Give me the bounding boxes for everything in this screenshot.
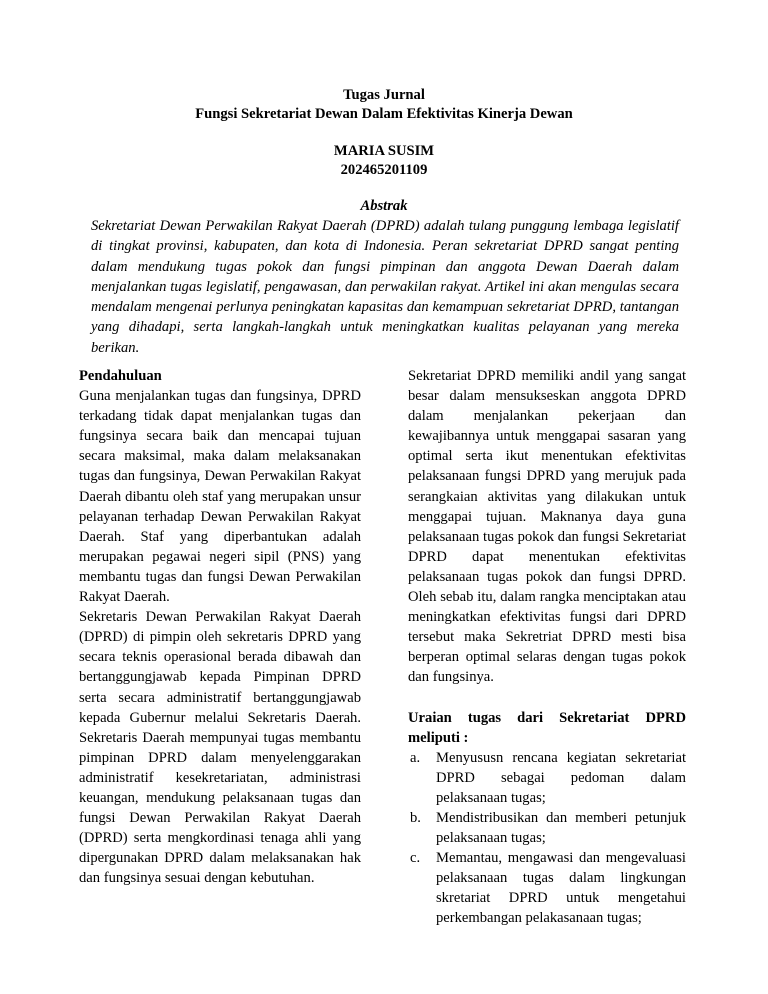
student-id: 202465201109 <box>340 162 428 178</box>
list-marker: c. <box>410 850 421 867</box>
list-item <box>408 848 686 928</box>
assignment-label: Tugas Jurnal <box>343 87 425 103</box>
left-column <box>79 366 361 888</box>
list-item-text: Memantau, mengawasi dan mengevaluasi pelaksanaan tugas dalam lingkungan skretariat DPRD untuk mengetahui perkembangan pelakasanaan tugas; <box>436 850 686 927</box>
list-item-text: Mendistribusikan dan memberi petunjuk pelaksanaan tugas; <box>436 809 686 847</box>
list-item <box>408 748 686 808</box>
task-list-heading: Uraian tugas dari Sekretariat DPRD meliputi : <box>408 709 686 746</box>
document-title-block <box>0 86 768 124</box>
list-item-text: Menyususn rencana kegiatan sekretariat DPRD sebagai pedoman dalam pelaksanaan tugas; <box>436 749 686 806</box>
abstract-text: Sekretariat Dewan Perwakilan Rakyat Daerah (DPRD) adalah tulang punggung lembaga legislatif di tingkat provinsi, kabupaten, dan kota di Indonesia. Peran sekretariat DPRD sangat penting dalam mendukung tugas pokok dan fungsi pimpinan dan anggota Dewan Daerah dalam menjalankan tugas legislatif, pengawasan, dan perwakilan rakyat. Artikel ini akan mengulas secara mendalam mengenai perlunya peningkatan kapasitas dan kemampuan sekretariat DPRD, tantangan yang dihadapi, serta langkah-langkah untuk meningkatkan kualitas pelayanan yang mereka berikan. <box>91 218 679 356</box>
section-heading-pendahuluan: Pendahuluan <box>79 368 162 384</box>
abstract-heading: Abstrak <box>360 198 408 214</box>
paragraph: Guna menjalankan tugas dan fungsinya, DPRD terkadang tidak dapat menjalankan tugas dan fungsinya secara baik dan mencapai tujuan secara maksimal, maka dalam melaksanakan tugas dan fungsinya, Dewan Perwakilan Rakyat Daerah dibantu oleh staf yang merupakan unsur pelayanan terhadap Dewan Perwakilan Rakyat Daerah. Staf yang diperbantukan adalah merupakan pegawai negeri sipil (PNS) yang membantu tugas dan fungsi Dewan Perwakilan Rakyat Daerah. <box>79 388 361 606</box>
author-name: MARIA SUSIM <box>333 143 435 159</box>
author-block <box>0 142 768 180</box>
list-marker: a. <box>410 749 421 766</box>
right-column <box>408 366 686 929</box>
paper-title: Fungsi Sekretariat Dewan Dalam Efektivitas Kinerja Dewan <box>195 106 573 122</box>
paragraph: Sekretaris Dewan Perwakilan Rakyat Daerah (DPRD) di pimpin oleh sekretaris DPRD yang secara teknis operasional berada dibawah dan bertanggungjawab kepada Pimpinan DPRD serta secara administratif bertanggungjawab kepada Gubernur melalui Sekretaris Daerah. Sekretaris Daerah mempunyai tugas membantu pimpinan DPRD dalam menyelenggarakan administratif kesekretariatan, administrasi keuangan, mendukung pelaksanaan tugas dan fungsi Dewan Perwakilan Rakyat Daerah (DPRD) serta mengkordinasi tenaga ahli yang dipergunakan DPRD dalam melaksanakan hak dan fungsinya sesuai dengan kebutuhan. <box>79 609 361 887</box>
list-item <box>408 808 686 848</box>
list-marker: b. <box>410 809 421 826</box>
paragraph: Sekretariat DPRD memiliki andil yang sangat besar dalam mensukseskan anggota DPRD dalam menjalankan pekerjaan dan kewajibannya untuk menggapai sasaran yang optimal serta ikut menentukan efektivitas pelaksanaan fungsi DPRD yang merujuk pada serangkaian aktivitas yang dilakukan untuk menggapai tujuan. Maknanya daya guna pelaksanaan tugas pokok dan fungsi Sekretariat DPRD dapat menentukan efektivitas pelaksanaan tugas pokok dan fungsi DPRD. Oleh sebab itu, dalam rangka menciptakan atau meningkatkan efektivitas fungsi dari DPRD tersebut maka Sekretriat DPRD mesti bisa berperan optimal selaras dengan tugas pokok dan fungsinya. <box>408 368 686 686</box>
task-list <box>408 748 686 929</box>
